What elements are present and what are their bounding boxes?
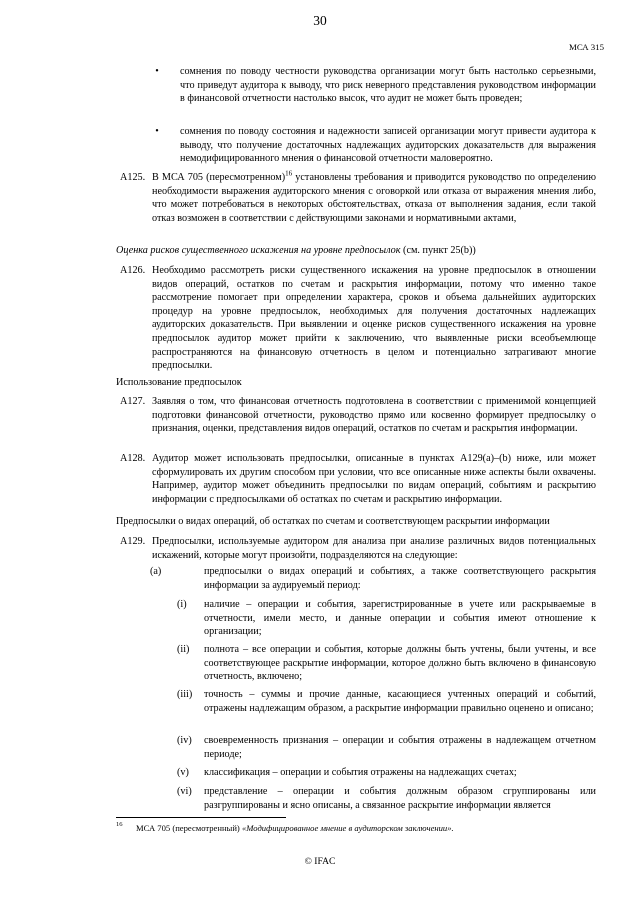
footnote-text-plain: МСА 705 (пересмотренный) [136, 823, 242, 833]
paragraph-a125 [152, 171, 596, 225]
paragraph-number: A129. [120, 536, 146, 547]
section-heading: Предпосылки о видах операций, об остатках по счетам и соответствующем раскрытии информации [116, 516, 550, 527]
bullet-paragraph: сомнения по поводу честности руководства организации могут быть настолько серьезными, что приведут аудитора к выводу, что риск неверного представления руководством информации в финансовой отчетности настолько высок, что аудит не может быть проведен; [180, 66, 596, 105]
list-marker: (iv) [177, 735, 192, 746]
subparagraph-a: предпосылки о видах операций и событиях, а также соответствующего раскрытия информации за аудируемый период: [204, 566, 596, 591]
list-item: представление – операции и события должным образом сгруппированы или разгруппированы и ясно описаны, а связанное раскрытие информации является [204, 786, 596, 811]
paragraph-number: A127. [120, 396, 146, 407]
section-heading: Использование предпосылок [116, 377, 242, 388]
paragraph-a127: Заявляя о том, что финансовая отчетность подготовлена в соответствии с применимой концепцией подготовки финансовой отчетности, руководство прямо или косвенно формирует предпосылку о признания, оценки, представления видов операций, остатков по счетам и раскрытия информации. [152, 396, 596, 435]
list-marker: (ii) [177, 644, 190, 655]
paragraph-a126: Необходимо рассмотреть риски существенного искажения на уровне предпосылок в отношении видов операций, остатков по счетам и раскрытия информации, потому что именно такое рассмотрение помогает при определении характера, сроков и объема дальнейших аудиторских процедур на уровне предпосылок, необходимых для получения достаточных надлежащих аудиторских доказательств. При выявлении и оценке рисков существенного искажения на уровне предпосылок аудитор может прийти к заключению, что выявленные риски всеобъемлюще распространяются на финансовую отчетность в целом и потенциально затрагивают многие предпосылки. [152, 265, 596, 372]
list-item: своевременность признания – операции и события отражены в надлежащем отчетном периоде; [204, 735, 596, 760]
paragraph-number: A125. [120, 172, 146, 183]
section-heading-title: Оценка рисков существенного искажения на уровне предпосылок [116, 245, 401, 256]
page-number: 30 [313, 13, 327, 28]
bullet-marker: • [155, 126, 159, 137]
list-item: полнота – все операции и события, которые должны быть учтены, были учтены, и все соответствующее раскрытие информации, которое должно быть включено в финансовую отчетность, включено; [204, 644, 596, 683]
paragraph-text: В МСА 705 (пересмотренном) [152, 172, 286, 183]
paragraph-number: A128. [120, 453, 146, 464]
list-marker: (a) [150, 566, 162, 577]
bullet-marker: • [155, 66, 159, 77]
paragraph-number: A126. [120, 265, 146, 276]
footnote-ref: 16 [285, 169, 293, 178]
paragraph-text: установлены требования и приводится руководство по определению необходимости выражения аудиторского мнения с оговоркой или отказа от выражения мнения либо, что может потребоваться в некоторых обстоятельствах, отказа от выполнения задания, если такой отказ возможен в соответствии с действующими законами и нормативными актами, [152, 172, 596, 224]
copyright: © IFAC [304, 856, 336, 867]
footnote-divider [116, 817, 286, 818]
paragraph-a128: Аудитор может использовать предпосылки, описанные в пунктах A129(a)–(b) ниже, или может сформулировать их другим способом при условии, что все описанные ниже аспекты были охвачены. Например, аудитор может объединить предпосылки по видам операций, событиям и раскрытию информации с предпосылками об остатках по счетам и раскрытию информации. [152, 453, 596, 505]
paragraph-a129: Предпосылки, используемые аудитором для анализа при анализе различных видов потенциальных искажений, которые могут произойти, подразделяются на следующие: [152, 536, 596, 561]
section-heading-ref: (см. пункт 25(b)) [400, 245, 476, 256]
bullet-paragraph: сомнения по поводу состояния и надежности записей организации могут привести аудитора к выводу, что получение достаточных надлежащих аудиторских доказательств для выражения немодифицированного мнения о финансовой отчетности маловероятно. [180, 126, 596, 165]
section-heading [116, 244, 596, 258]
list-item: классификация – операции и события отражены на надлежащих счетах; [204, 767, 517, 778]
footnote-text [136, 822, 454, 834]
footnote-text-italic: «Модифицированное мнение в аудиторском заключении». [241, 823, 454, 833]
list-marker: (i) [177, 599, 187, 610]
list-marker: (iii) [177, 689, 193, 700]
document-code: МСА 315 [569, 42, 604, 52]
footnote-number: 16 [116, 821, 123, 828]
list-marker: (v) [177, 767, 189, 778]
list-marker: (vi) [177, 786, 192, 797]
list-item: точность – суммы и прочие данные, касающиеся учтенных операций и событий, отражены надлежащим образом, а раскрытие информации правильно оценено и описано; [204, 689, 596, 714]
list-item: наличие – операции и события, зарегистрированные в учете или раскрываемые в отчетности, имели место, и данные операции и события имеют отношение к организации; [204, 599, 596, 638]
